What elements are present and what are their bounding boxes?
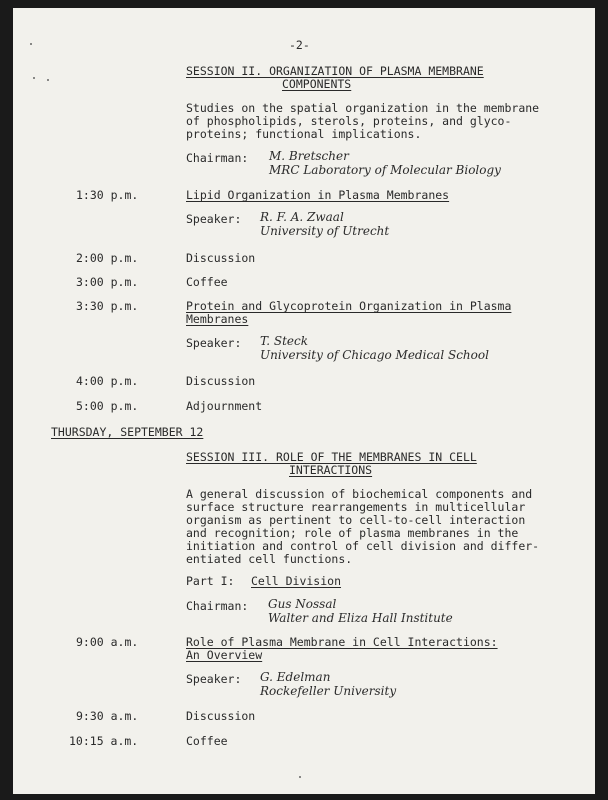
schedule-time: 3:00 p.m. [76, 275, 139, 289]
speaker-affiliation: University of Chicago Medical School [260, 348, 489, 362]
schedule-title: Coffee [186, 734, 228, 748]
speaker-label: Speaker: [186, 336, 242, 350]
session3-desc-line: and recognition; role of plasma membranes in the [186, 526, 519, 540]
session3-desc-line: organism as pertinent to cell-to-cell interaction [186, 513, 526, 527]
schedule-time: 1:30 p.m. [76, 188, 139, 202]
schedule-title: Coffee [186, 275, 228, 289]
session2-desc-line: proteins; functional implications. [186, 127, 422, 141]
schedule-title-line2: An Overview [186, 648, 263, 662]
session2-chairman-label: Chairman: [186, 151, 249, 165]
session2-desc-line: Studies on the spatial organization in the membrane [186, 101, 540, 115]
session2-chairman-name: M. Bretscher [269, 149, 349, 163]
session3-chairman-name: Gus Nossal [268, 597, 337, 611]
speaker-name: R. F. A. Zwaal [260, 210, 344, 224]
schedule-title-line1: Role of Plasma Membrane in Cell Interactions: [186, 635, 498, 649]
session2-title-line2: COMPONENTS [282, 77, 352, 91]
session3-desc-line: A general discussion of biochemical components and [186, 487, 533, 501]
speaker-affiliation: Rockefeller University [260, 684, 397, 698]
day-heading: THURSDAY, SEPTEMBER 12 [51, 425, 204, 439]
session3-title-line1: SESSION III. ROLE OF THE MEMBRANES IN CELL [186, 450, 477, 464]
schedule-time: 10:15 a.m. [69, 734, 139, 748]
speaker-label: Speaker: [186, 212, 242, 226]
schedule-title: Adjournment [186, 399, 263, 413]
schedule-title: Discussion [186, 251, 256, 265]
session3-chairman-affiliation: Walter and Eliza Hall Institute [268, 611, 453, 625]
session2-desc-line: of phospholipids, sterols, proteins, and glyco- [186, 114, 512, 128]
speaker-name: G. Edelman [260, 670, 331, 684]
schedule-title-line2: Membranes [186, 312, 249, 326]
session2-title-line1: SESSION II. ORGANIZATION OF PLASMA MEMBRANE [186, 64, 484, 78]
schedule-title: Discussion [186, 374, 256, 388]
schedule-time: 5:00 p.m. [76, 399, 139, 413]
page-number: -2- [289, 38, 310, 52]
session3-desc-line: surface structure rearrangements in multicellular [186, 500, 526, 514]
speaker-affiliation: University of Utrecht [260, 224, 390, 238]
schedule-title-line1: Protein and Glycoprotein Organization in Plasma [186, 299, 512, 313]
schedule-time: 9:30 a.m. [76, 709, 139, 723]
session3-title-line2: INTERACTIONS [289, 463, 373, 477]
session2-chairman-affiliation: MRC Laboratory of Molecular Biology [269, 163, 501, 177]
document-page [13, 8, 595, 794]
session3-desc-line: entiated cell functions. [186, 552, 353, 566]
schedule-time: 4:00 p.m. [76, 374, 139, 388]
part-title: Cell Division [251, 574, 342, 588]
part-label: Part I: [186, 574, 235, 588]
schedule-time: 9:00 a.m. [76, 635, 139, 649]
schedule-time: 3:30 p.m. [76, 299, 139, 313]
speaker-label: Speaker: [186, 672, 242, 686]
speaker-name: T. Steck [260, 334, 309, 348]
session3-desc-line: initiation and control of cell division and differ- [186, 539, 540, 553]
schedule-title: Discussion [186, 709, 256, 723]
schedule-time: 2:00 p.m. [76, 251, 139, 265]
schedule-title: Lipid Organization in Plasma Membranes [186, 188, 450, 202]
session3-chairman-label: Chairman: [186, 599, 249, 613]
